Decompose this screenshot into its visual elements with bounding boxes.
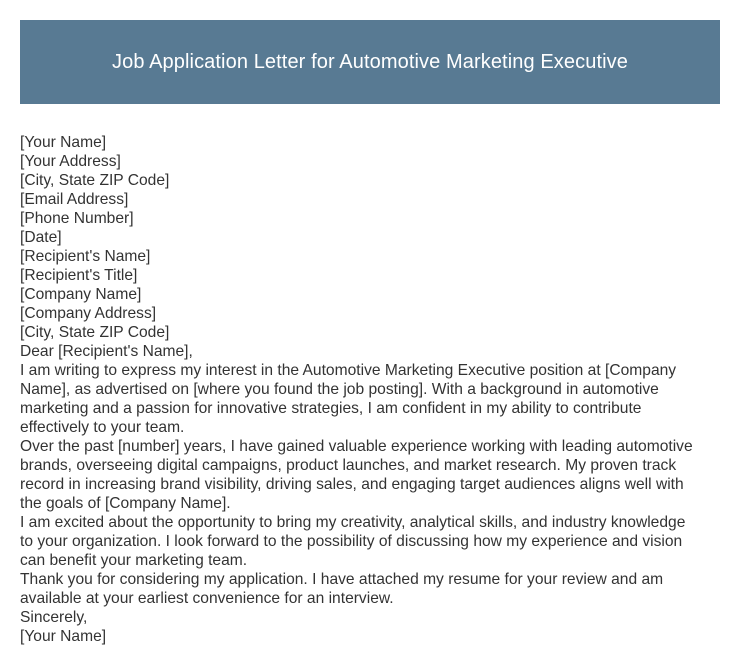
paragraph-line: I am excited about the opportunity to bring my creativity, analytical skills, and industry knowledge — [20, 514, 686, 531]
recipient-company-address: [Company Address] — [20, 305, 157, 322]
paragraph-line: marketing and a passion for innovative strategies, I am confident in my ability to contribute — [20, 400, 642, 417]
closing: Sincerely, — [20, 609, 88, 626]
sender-email: [Email Address] — [20, 191, 129, 208]
paragraph-line: available at your earliest convenience for an interview. — [20, 590, 394, 607]
paragraph-line: can benefit your marketing team. — [20, 552, 248, 569]
letter-body — [20, 133, 720, 646]
page-title: Job Application Letter for Automotive Marketing Executive — [112, 50, 628, 73]
paragraph-line: effectively to your team. — [20, 419, 185, 436]
paragraph-line: Name], as advertised on [where you found the job posting]. With a background in automotive — [20, 381, 659, 398]
paragraph-experience — [20, 437, 720, 513]
sender-phone: [Phone Number] — [20, 210, 134, 227]
paragraph-line: brands, overseeing digital campaigns, product launches, and market research. My proven track — [20, 457, 677, 474]
recipient-company: [Company Name] — [20, 286, 142, 303]
sender-block — [20, 133, 720, 247]
paragraph-line: Thank you for considering my application. I have attached my resume for your review and am — [20, 571, 664, 588]
recipient-name: [Recipient's Name] — [20, 248, 151, 265]
paragraph-intro — [20, 361, 720, 437]
paragraph-motivation — [20, 513, 720, 570]
sender-address: [Your Address] — [20, 153, 121, 170]
recipient-title: [Recipient's Title] — [20, 267, 138, 284]
sender-name: [Your Name] — [20, 134, 107, 151]
paragraph-line: to your organization. I look forward to the possibility of discussing how my experience and vision — [20, 533, 683, 550]
paragraph-line: the goals of [Company Name]. — [20, 495, 231, 512]
paragraph-line: I am writing to express my interest in the Automotive Marketing Executive position at [Company — [20, 362, 677, 379]
sender-city-state-zip: [City, State ZIP Code] — [20, 172, 170, 189]
paragraph-line: Over the past [number] years, I have gained valuable experience working with leading automotive — [20, 438, 693, 455]
header-banner — [20, 20, 720, 104]
paragraph-line: record in increasing brand visibility, driving sales, and engaging target audiences aligns well with — [20, 476, 684, 493]
paragraph-thanks — [20, 570, 720, 608]
recipient-block — [20, 247, 720, 342]
recipient-city-state-zip: [City, State ZIP Code] — [20, 324, 170, 341]
letter-date: [Date] — [20, 229, 62, 246]
salutation: Dear [Recipient's Name], — [20, 343, 193, 360]
signature: [Your Name] — [20, 628, 107, 645]
